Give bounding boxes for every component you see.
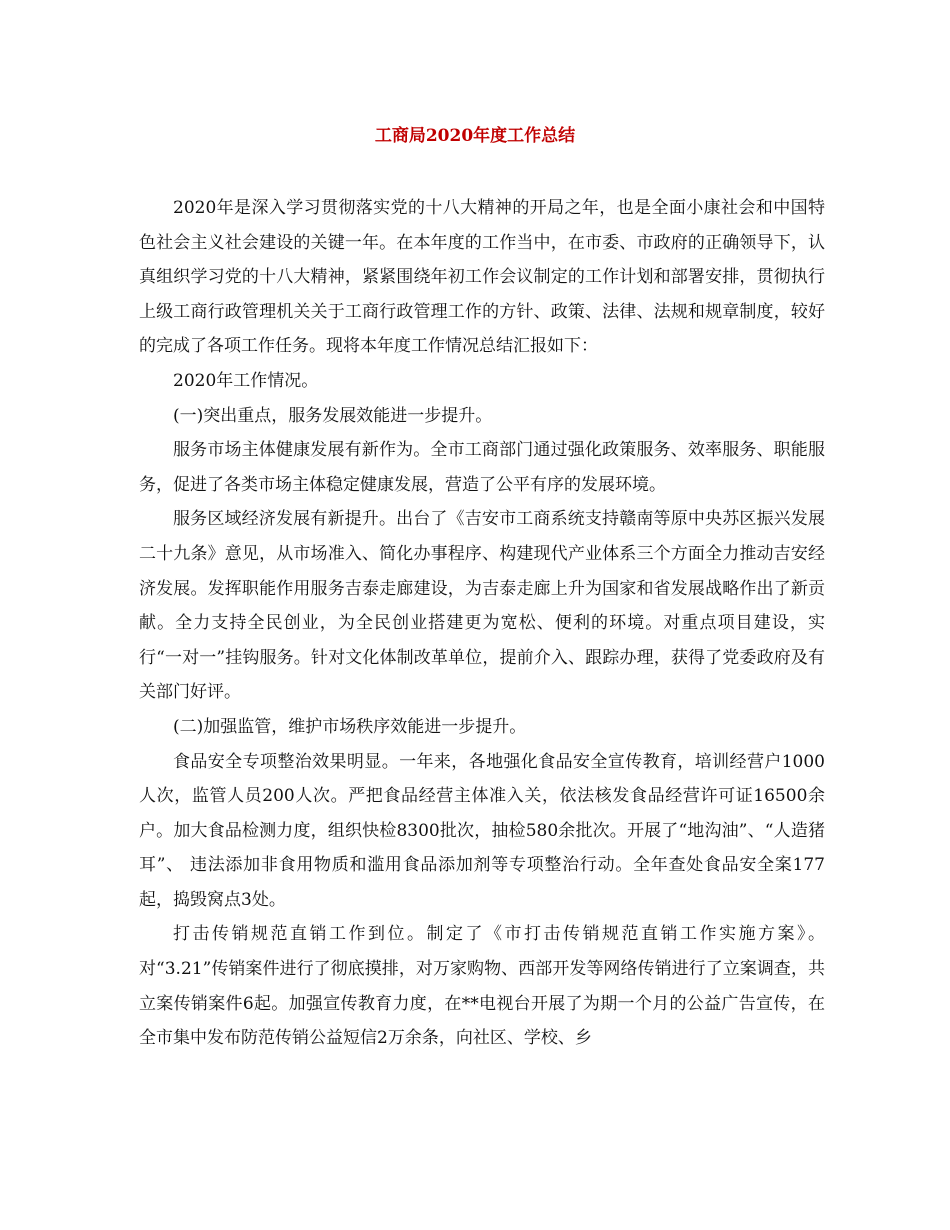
document-body — [139, 191, 825, 1056]
paragraph-anti-pyramid: 打击传销规范直销工作到位。制定了《市打击传销规范直销工作实施方案》。对“3.21”传销案件进行了彻底摸排，对万家购物、西部开发等网络传销进行了立案调查，共立案传销案件6起。加强宣传教育力度，在**电视台开展了为期一个月的公益广告宣传，在全市集中发布防范传销公益短信2万余条，向社区、学校、乡 — [139, 924, 825, 1049]
paragraph-section-heading: 2020年工作情况。 — [173, 370, 319, 391]
document-title: 工商局2020年度工作总结 — [374, 126, 576, 146]
paragraph-subheading-1: (一)突出重点，服务发展效能进一步提升。 — [173, 405, 493, 426]
paragraph-subheading-2: (二)加强监管，维护市场秩序效能进一步提升。 — [173, 716, 527, 737]
paragraph-regional-economy: 服务区域经济发展有新提升。出台了《吉安市工商系统支持赣南等原中央苏区振兴发展二十九条》意见，从市场准入、简化办事程序、构建现代产业体系三个方面全力推动吉安经济发展。发挥职能作用服务吉泰走廊建设，为吉泰走廊上升为国家和省发展战略作出了新贡献。全力支持全民创业，为全民创业搭建更为宽松、便利的环境。对重点项目建设，实行“一对一”挂钩服务。针对文化体制改革单位，提前介入、跟踪办理，获得了党委政府及有关部门好评。 — [139, 509, 825, 703]
paragraph-intro: 2020年是深入学习贯彻落实党的十八大精神的开局之年，也是全面小康社会和中国特色社会主义社会建设的关键一年。在本年度的工作当中，在市委、市政府的正确领导下，认真组织学习党的十八大精神，紧紧围绕年初工作会议制定的工作计划和部署安排，贯彻执行上级工商行政管理机关关于工商行政管理工作的方针、政策、法律、法规和规章制度，较好的完成了各项工作任务。现将本年度工作情况总结汇报如下： — [139, 198, 825, 357]
paragraph-food-safety: 食品安全专项整治效果明显。一年来，各地强化食品安全宣传教育，培训经营户1000人次，监管人员200人次。严把食品经营主体准入关，依法核发食品经营许可证16500余户。加大食品检测力度，组织快检8300批次，抽检580余批次。开展了“地沟油”、“人造猪耳”、 违法添加非食用物质和滥用食品添加剂等专项整治行动。全年查处食品安全案177起，捣毁窝点3处。 — [139, 751, 825, 910]
paragraph-market-service: 服务市场主体健康发展有新作为。全市工商部门通过强化政策服务、效率服务、职能服务，促进了各类市场主体稳定健康发展，营造了公平有序的发展环境。 — [139, 440, 825, 495]
